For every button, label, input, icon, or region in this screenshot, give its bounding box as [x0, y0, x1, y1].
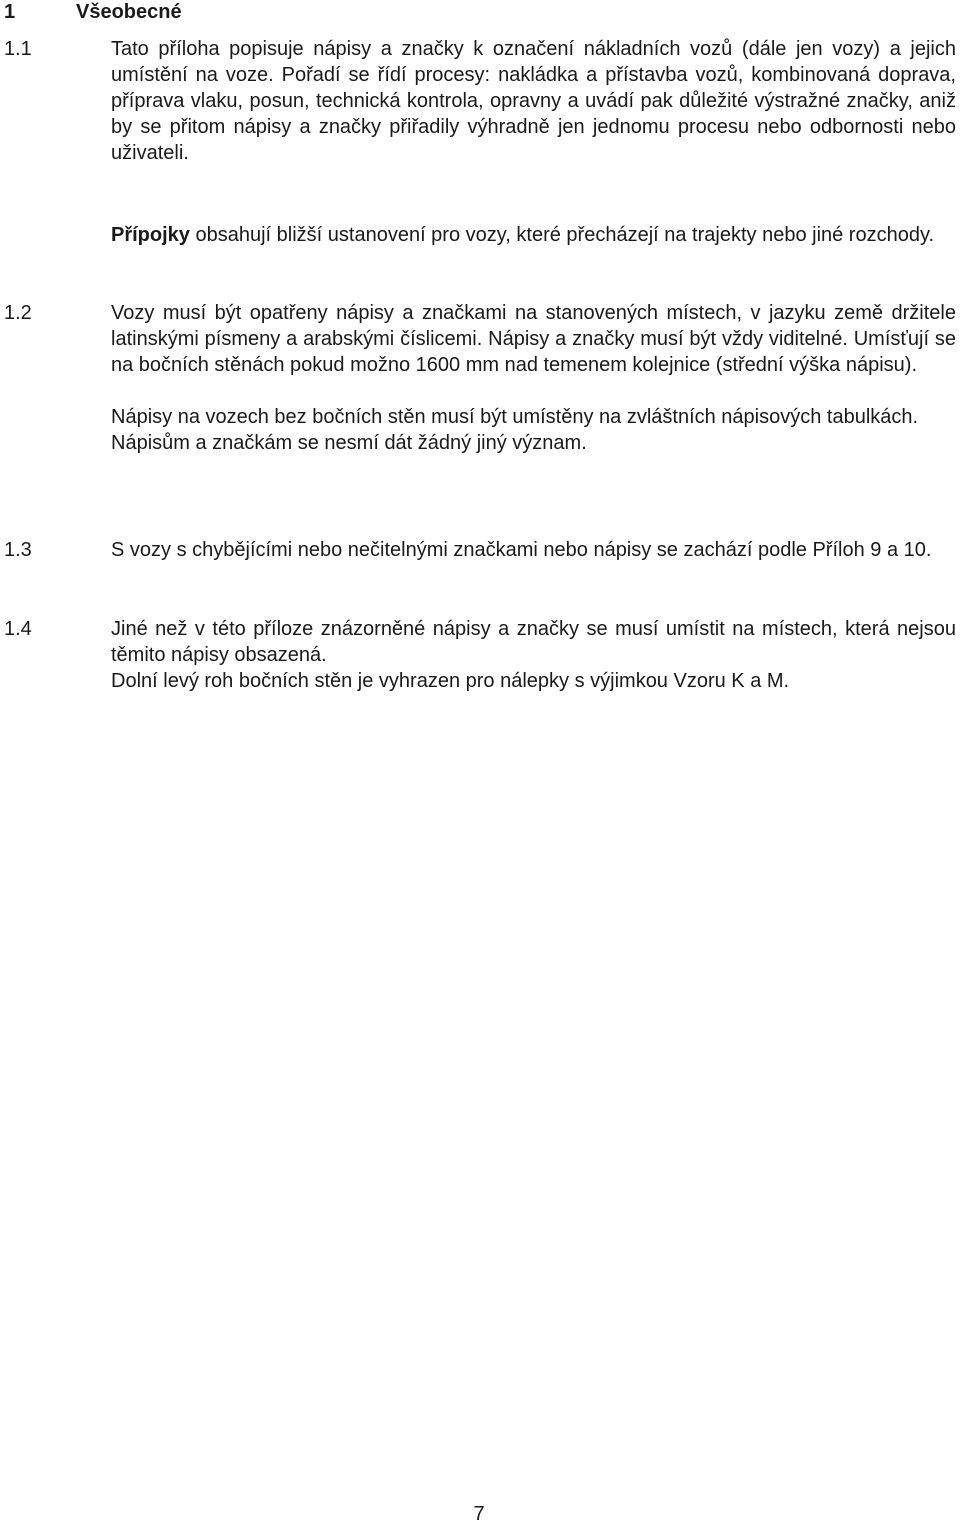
paragraph-spacer — [111, 378, 956, 404]
section-number: 1.1 — [4, 38, 32, 60]
section-heading — [4, 0, 182, 24]
section-number: 1.2 — [4, 302, 32, 324]
connections-note-bold: Přípojky — [111, 224, 190, 246]
connections-note — [111, 222, 956, 248]
section-1-2 — [4, 300, 956, 456]
connections-note-rest: obsahují bližší ustanovení pro vozy, které přecházejí na trajekty nebo jiné rozchody. — [189, 224, 935, 246]
section-number: 1.3 — [4, 539, 32, 561]
section-text: Vozy musí být opatřeny nápisy a značkami na stanovených místech, v jazyku země držitele latinskými písmeny a arabskými číslicemi. Nápisy a značky musí být vždy viditelné. Umísťují se na bočních stěnách pokud možno 1600 mm nad temenem kolejnice (střední výška nápisu). — [111, 302, 956, 376]
connections-note-text — [111, 222, 956, 248]
section-text: Jiné než v této příloze znázorněné nápisy a značky se musí umístit na místech, která nejsou těmito nápisy obsazená. — [111, 618, 956, 666]
section-text-2: Nápisy na vozech bez bočních stěn musí být umístěny na zvláštních nápisových tabulkách. — [111, 406, 919, 428]
section-text: Tato příloha popisuje nápisy a značky k označení nákladních vozů (dále jen vozy) a jejich umístění na voze. Pořadí se řídí procesy: nakládka a přístavba vozů, kombinovaná doprava, příprava vlaku, posun, technická kontrola, opravny a uvádí pak důležité výstražné značky, aniž by se přitom nápisy a značky přiřadily výhradně jen jednomu procesu nebo odbornosti nebo uživateli. — [111, 38, 956, 164]
section-1-1 — [4, 36, 956, 166]
heading-number: 1 — [4, 1, 16, 23]
section-1-3 — [4, 537, 956, 563]
section-text-3: Nápisům a značkám se nesmí dát žádný jiný význam. — [111, 432, 587, 454]
section-1-4 — [4, 616, 956, 694]
section-text-2: Dolní levý roh bočních stěn je vyhrazen pro nálepky s výjimkou Vzoru K a M. — [111, 670, 790, 692]
page-number: 7 — [473, 1503, 485, 1525]
section-number: 1.4 — [4, 618, 32, 640]
heading-title: Všeobecné — [76, 1, 182, 23]
section-text: S vozy s chybějícími nebo nečitelnými značkami nebo nápisy se zachází podle Příloh 9 a 10. — [111, 539, 932, 561]
